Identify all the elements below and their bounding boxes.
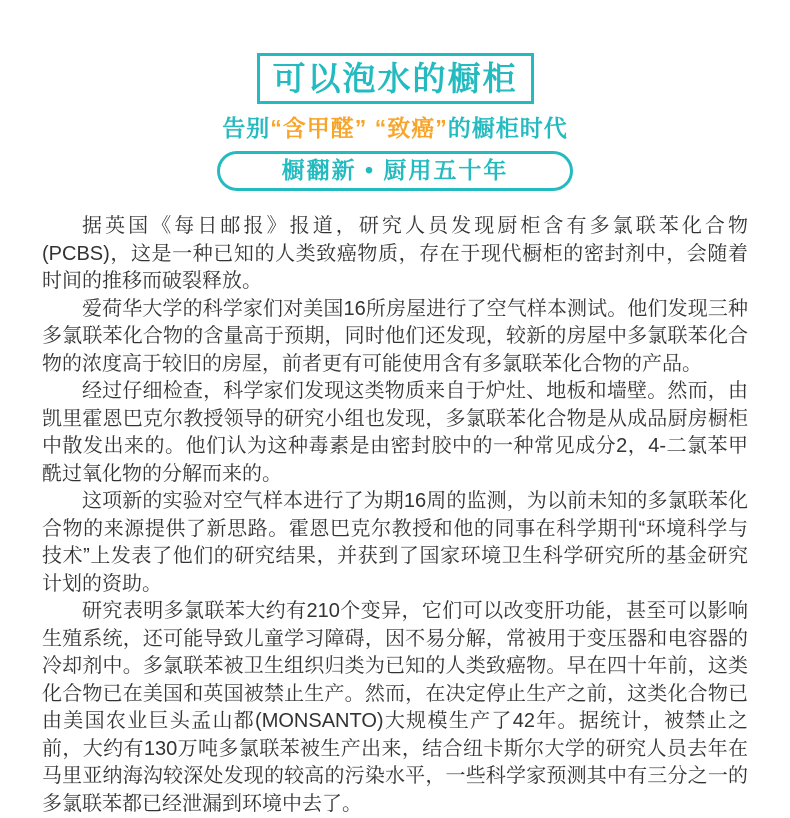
paragraph-16-week-monitoring: 这项新的实验对空气样本进行了为期16周的监测，为以前未知的多氯联苯化合物的来源提供了新思路。霍恩巴克尔教授和他的同事在科学期刊“环境科学与技术”上发表了他们的研究结果，并获到了国家环境卫生科学研究所的基金研究计划的资助。 [42,490,748,595]
page-title: 可以泡水的橱柜 [272,60,518,97]
title-box [257,53,534,104]
subtitle [0,113,790,143]
subtitle-segment-goodbye: 告别 [222,115,271,141]
paragraph-iowa-air-test: 爱荷华大学的科学家们对美国16所房屋进行了空气样本测试。他们发现三种多氯联苯化合物的含量高于预期，同时他们还发现，较新的房屋中多氯联苯化合物的浓度高于较旧的房屋，前者更有可能使用含有多氯联苯化合物的产品。 [42,297,748,375]
subtitle-segment-cabinet-era: 的橱柜时代 [447,115,568,141]
paragraph-source-investigation: 经过仔细检查，科学家们发现这类物质来自于炉灶、地板和墙壁。然而，由凯里霍恩巴克尔教授领导的研究小组也发现，多氯联苯化合物是从成品厨房橱柜中散发出来的。他们认为这种毒素是由密封胶中的一种常见成分2，4-二氯苯甲酰过氧化物的分解而来的。 [42,380,748,485]
header [0,0,790,191]
slogan-badge: 橱翻新 • 厨用五十年 [217,151,574,191]
subtitle-segment-carcinogenic: “致癌” [374,115,448,141]
article-body [0,213,790,818]
paragraph-pcb-variants-history: 研究表明多氯联苯大约有210个变异，它们可以改变肝功能，甚至可以影响生殖系统，还可能导致儿童学习障碍，因不易分解，常被用于变压器和电容器的冷却剂中。多氯联苯被卫生组织归类为已知的人类致癌物。早在四十年前，这类化合物已在美国和英国被禁止生产。然而，在决定停止生产之前，这类化合物已由美国农业巨头孟山都(MONSANTO)大规模生产了42年。据统计，被禁止之前，大约有130万吨多氯联苯被生产出来，结合纽卡斯尔大学的研究人员去年在马里亚纳海沟较深处发现的较高的污染水平，一些科学家预测其中有三分之一的多氯联苯都已经泄漏到环境中去了。 [42,600,748,815]
subtitle-segment-formaldehyde: “含甲醛” [270,115,368,141]
paragraph-daily-mail-report: 据英国《每日邮报》报道，研究人员发现厨柜含有多氯联苯化合物(PCBS)，这是一种已知的人类致癌物质，存在于现代橱柜的密封剂中，会随着时间的推移而破裂释放。 [42,215,748,292]
